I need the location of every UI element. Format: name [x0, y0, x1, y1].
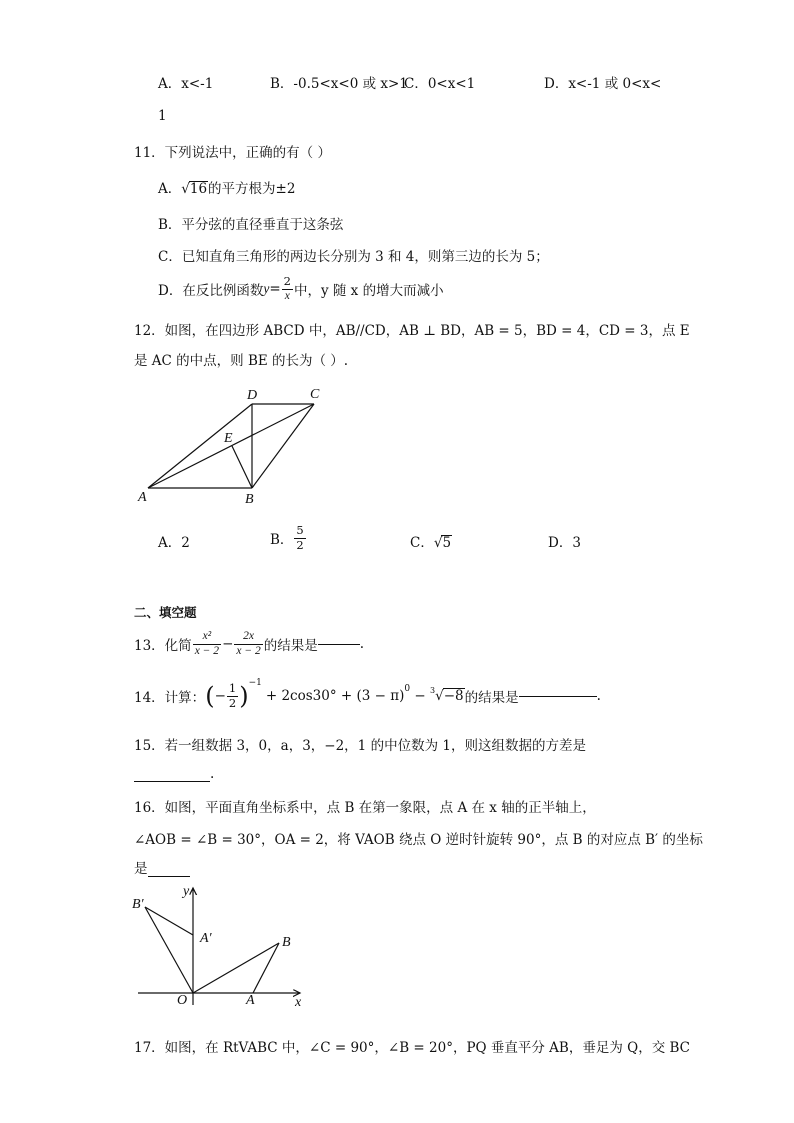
- q12-option-a: A．2: [158, 535, 190, 551]
- label-d: D: [247, 388, 258, 403]
- q12-option-d: D．3: [548, 535, 581, 551]
- q16-line1: 16．如图，平面直角坐标系中，点 B 在第一象限，点 A 在 x 轴的正半轴上，: [134, 800, 596, 816]
- q13-prefix: 13．化简: [134, 638, 192, 654]
- q14-paren-open: (: [205, 682, 215, 710]
- label-a: A: [246, 993, 255, 1008]
- fraction-numerator: 5: [296, 523, 304, 538]
- q13-fraction-2: [234, 630, 262, 657]
- q13-fraction-1: [193, 630, 221, 657]
- segment-ob-prime: [145, 907, 193, 993]
- q14: [134, 676, 601, 716]
- label-b: B: [245, 492, 254, 507]
- q10-option-d: D．x<-1 或 0<x<: [544, 76, 662, 92]
- fraction-numerator: x²: [193, 630, 221, 644]
- q16-coordinate-figure: [128, 880, 313, 1010]
- q11-option-d-suffix: 中，y 随 x 的增大而减小: [293, 283, 444, 299]
- q11-option-a: [158, 177, 295, 197]
- q11-option-d-fraction: [282, 275, 293, 302]
- sqrt-sign: √: [181, 181, 190, 197]
- q14-exponent-1: −1: [248, 678, 262, 688]
- section-title-fill-in: 二、填空题: [134, 605, 197, 620]
- q11-stem: 11．下列说法中，正确的有（ ）: [134, 145, 331, 161]
- q14-root-index: 3: [430, 686, 436, 695]
- q11-option-b: B．平分弦的直径垂直于这条弦: [158, 217, 344, 233]
- q14-minus: −: [410, 688, 431, 704]
- q10-option-a: A．x<-1: [158, 76, 214, 92]
- label-b-prime: B′: [132, 897, 144, 912]
- fraction-denominator: 2: [296, 537, 304, 552]
- q15-line1: 15．若一组数据 3，0，a，3，−2，1 的中位数为 1，则这组数据的方差是: [134, 738, 586, 754]
- q14-middle: + 2cos30° + (3 − π): [265, 688, 405, 704]
- q15-line2: [134, 764, 214, 782]
- q13: [134, 624, 364, 664]
- q12-option-c: [410, 531, 452, 551]
- q16-line2: ∠AOB = ∠B = 30°，OA = 2，将 VAOB 绕点 O 逆时针旋转 90°，点 B 的对应点 B′ 的坐标: [134, 832, 703, 848]
- q14-fraction: [227, 682, 238, 709]
- q15-end: .: [210, 766, 215, 782]
- q14-exponent-2: 0: [404, 684, 411, 694]
- q11-option-d: [158, 272, 444, 306]
- label-a-prime: A′: [200, 931, 212, 946]
- sqrt-sign: √: [433, 535, 443, 551]
- fraction-numerator: 2: [283, 274, 291, 289]
- q14-radicand: −8: [443, 688, 464, 705]
- q17-line1: 17．如图，在 RtVABC 中，∠C = 90°，∠B = 20°，PQ 垂直平分 AB，垂足为 Q，交 BC: [134, 1040, 691, 1056]
- q12-option-b: [270, 519, 307, 557]
- q11-option-d-y: y: [263, 281, 270, 296]
- q16-line3: [134, 859, 190, 877]
- fraction-numerator: 1: [228, 681, 237, 696]
- q13-end: .: [359, 636, 365, 652]
- segment-bc: [252, 404, 314, 488]
- label-b: B: [282, 935, 291, 950]
- q11-option-a-suffix: 的平方根为±2: [208, 181, 296, 197]
- q10-option-d-wrap: 1: [158, 108, 167, 124]
- q12-line2: 是 AC 的中点，则 BE 的长为（ ）.: [134, 353, 349, 369]
- sqrt-sign: √: [435, 688, 444, 704]
- segment-ad: [148, 404, 252, 488]
- fraction-numerator: 2x: [234, 630, 262, 644]
- fraction-denominator: x − 2: [194, 644, 220, 657]
- q14-end: .: [596, 688, 601, 704]
- q12-option-b-fraction: [294, 524, 305, 551]
- q12-quadrilateral-figure: [130, 380, 340, 510]
- q13-answer-blank[interactable]: [318, 643, 360, 645]
- q10-option-b: B．-0.5<x<0 或 x>1: [270, 76, 408, 92]
- label-x: x: [295, 995, 302, 1010]
- q16-line3-text: 是: [134, 861, 148, 877]
- q12-line1: 12．如图，在四边形 ABCD 中，AB//CD，AB ⊥ BD，AB = 5，BD = 4，CD = 3，点 E: [134, 323, 690, 339]
- fraction-denominator: x: [284, 289, 290, 302]
- q12-option-c-prefix: C．: [410, 535, 434, 551]
- segment-be: [232, 446, 252, 488]
- equals-sign: =: [269, 281, 281, 297]
- q14-prefix: 14．计算：: [134, 690, 206, 706]
- fraction-denominator: x − 2: [236, 644, 261, 657]
- q14-answer-blank[interactable]: [519, 695, 597, 697]
- label-a: A: [138, 490, 147, 505]
- segment-ac: [148, 404, 314, 488]
- q16-answer-blank[interactable]: [148, 875, 190, 877]
- q12-option-b-prefix: B．: [270, 532, 294, 548]
- q15-answer-blank[interactable]: [134, 780, 210, 782]
- label-o: O: [177, 993, 188, 1008]
- q11-option-c: C．已知直角三角形的两边长分别为 3 和 4，则第三边的长为 5；: [158, 249, 549, 265]
- q13-suffix: 的结果是: [263, 638, 318, 654]
- q11-option-d-prefix: D．在反比例函数: [158, 283, 264, 299]
- label-e: E: [224, 431, 233, 446]
- q14-paren-close: ): [239, 682, 249, 710]
- q14-neg: −: [214, 688, 226, 704]
- q14-suffix: 的结果是: [464, 690, 519, 706]
- q11-option-a-prefix: A．: [158, 181, 182, 197]
- q11-option-a-radicand: 16: [189, 181, 208, 197]
- q12-option-c-radicand: 5: [442, 535, 452, 551]
- label-c: C: [310, 387, 320, 402]
- label-y: y: [183, 884, 190, 899]
- q10-option-c: C．0<x<1: [404, 76, 476, 92]
- q13-minus: −: [222, 636, 234, 652]
- fraction-denominator: 2: [228, 695, 237, 710]
